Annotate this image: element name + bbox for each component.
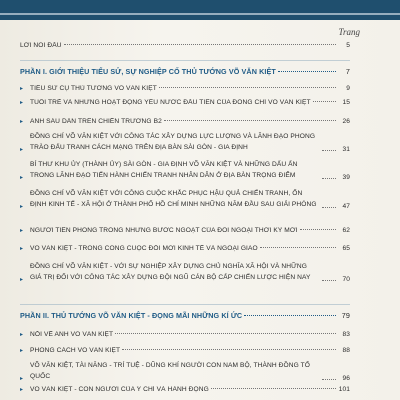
page-column-label: Trang (338, 27, 360, 37)
toc-entry[interactable]: ▸ VÕ VĂN KIỆT - TRONG CÔNG CUỘC ĐỔI MỚI KINH TẾ VÀ NGOẠI GIAO 65 (30, 245, 350, 252)
toc-entry[interactable]: ▸ NGƯỜI TIÊN PHONG TRONG NHỮNG BƯỚC NGOẶT CỦA ĐỐI NGOẠI THỜI KỲ MỚI 62 (30, 227, 350, 234)
divider (20, 304, 350, 305)
toc-entry[interactable]: ▸ VÕ VĂN KIỆT, TÀI NĂNG - TRÍ TUỆ - DŨNG KHÍ NGƯỜI CON NAM BỘ, THÀNH ĐỒNG TỔ QUỐC 96 (30, 360, 350, 382)
toc-entry[interactable]: ▸ TUỔI TRẺ VÀ NHỮNG HOẠT ĐỘNG YÊU NƯỚC ĐẦU TIÊN CỦA ĐỒNG CHÍ VÕ VĂN KIỆT 15 (30, 99, 350, 106)
toc-part-1[interactable]: PHẦN I. GIỚI THIỆU TIỂU SỬ, SỰ NGHIỆP CỐ THỦ TƯỚNG VÕ VĂN KIỆT 7 (20, 67, 350, 76)
toc-entry[interactable]: ▸ ĐỒNG CHÍ VÕ VĂN KIỆT VỚI CÔNG CUỘC KHẮC PHỤC HẬU QUẢ CHIẾN TRANH, ỔN ĐỊNH KINH TẾ - XÃ HỘI Ở THÀNH PHỐ HỒ CHÍ MINH NHỮNG NĂM ĐẦU SAU GIẢI PHÓNG 47 (30, 188, 350, 210)
toc-entry[interactable]: ▸ PHONG CÁCH VÕ VĂN KIỆT 88 (30, 347, 350, 354)
toc-entry[interactable]: ▸ ĐỒNG CHÍ VÕ VĂN KIỆT - VỚI SỰ NGHIỆP XÂY DỰNG CHỦ NGHĨA XÃ HỘI VÀ NHỮNG GIÁ TRỊ ĐỐI VỚI CÔNG TÁC XÂY DỰNG ĐỘI NGŨ CÁN BỘ CẤP CHIẾN LƯỢC HIỆN NAY 70 (30, 261, 350, 283)
toc-entry[interactable]: ▸ BÍ THƯ KHU ỦY (THÀNH ỦY) SÀI GÒN - GIA ĐỊNH VÕ VĂN KIỆT VÀ NHỮNG DẤU ẤN TRONG LÃNH ĐẠO TIẾN HÀNH CHIẾN TRANH NHÂN DÂN Ở ĐỊA BÀN TRỌNG ĐIỂM 39 (30, 159, 350, 181)
toc-entry[interactable]: ▸ NỖI VỀ ANH VÕ VĂN KIỆT 83 (30, 331, 350, 338)
toc-entry-intro[interactable]: LỜI NÓI ĐẦU 5 (20, 42, 350, 49)
divider (20, 60, 350, 61)
toc-entry[interactable]: ▸ ĐỒNG CHÍ VÕ VĂN KIỆT VỚI CÔNG TÁC XÂY DỰNG LỰC LƯỢNG VÀ LÃNH ĐẠO PHONG TRÀO ĐẤU TRANH CÁCH MẠNG TRÊN ĐỊA BÀN SÀI GÒN - GIA ĐỊNH 31 (30, 131, 350, 153)
toc-entry[interactable]: ▸ TIỂU SỬ CỤ THỦ TƯỚNG VÕ VĂN KIỆT 9 (30, 85, 350, 92)
toc-entry[interactable]: ▸ VÕ VĂN KIỆT - CON NGƯỜI CỦA Ý CHÍ VÀ HÀNH ĐỘNG 101 (30, 386, 350, 393)
toc-entry[interactable]: ▸ ANH SÁU DÂN TRÊN CHIẾN TRƯỜNG B2 26 (30, 118, 350, 125)
toc-part-2[interactable]: PHẦN II. THỦ TƯỚNG VÕ VĂN KIỆT - ĐỌNG MÃI NHỮNG KÍ ỨC 79 (20, 311, 350, 320)
